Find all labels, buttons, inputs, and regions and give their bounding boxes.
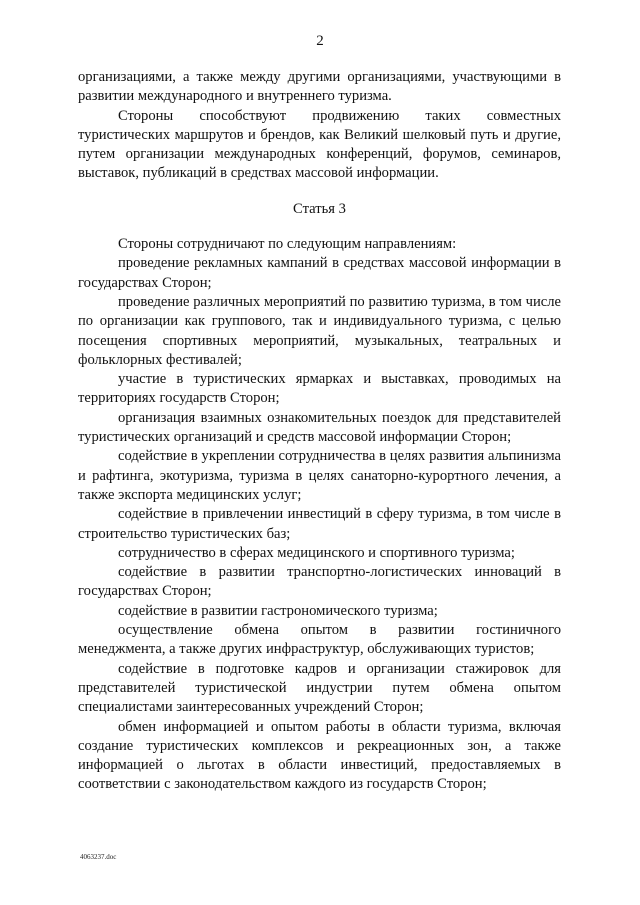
list-item-familiarization-trips: организация взаимных ознакомительных поездок для представителей туристических организаций и средств массовой информации Сторон; [78, 409, 561, 446]
list-item-fairs: участие в туристических ярмарках и выставках, проводимых на территориях государств Сторон; [78, 371, 561, 407]
list-item-training: содействие в подготовке кадров и организации стажировок для представителей туристической индустрии путем обмена опытом специалистами заинтересованных учреждений Сторон; [78, 660, 561, 716]
list-item-logistics: содействие в развитии транспортно-логистических инноваций в государствах Сторон; [78, 564, 561, 600]
paragraph-continuation: организациями, а также между другими организациями, участвующими в развитии международного и внутреннего туризма. [78, 69, 561, 105]
list-item-medical-sports: сотрудничество в сферах медицинского и спортивного туризма; [118, 544, 515, 561]
document-footer: 4063237.doc [80, 853, 117, 861]
list-item-investment: содействие в привлечении инвестиций в сферу туризма, в том числе в строительство туристических баз; [78, 506, 561, 542]
paragraph-intro: Стороны сотрудничают по следующим направлениям: [118, 236, 457, 253]
list-item-hotel-management: осуществление обмена опытом в развитии гостиничного менеджмента, а также других инфраструктур, обслуживающих туристов; [78, 622, 561, 658]
list-item-information-exchange: обмен информацией и опытом работы в области туризма, включая создание туристических комплексов и рекреационных зон, а также информацией о льготах в области инвестиций, предоставляемых в соответствии с законодательством каждого из государств Сторон; [78, 718, 561, 793]
document-body [78, 68, 561, 795]
list-item-mountaineering: содействие в укреплении сотрудничества в целях развития альпинизма и рафтинга, экотуризма, туризма в целях санаторно-курортного лечения, а также экспорта медицинских услуг; [78, 448, 561, 503]
article-title: Статья 3 [293, 200, 346, 217]
page-number: 2 [316, 33, 324, 49]
list-item-gastronomy: содействие в развитии гастрономического туризма; [118, 602, 438, 619]
list-item-advertising: проведение рекламных кампаний в средствах массовой информации в государствах Сторон; [78, 255, 561, 291]
paragraph-promotion: Стороны способствуют продвижению таких совместных туристических маршрутов и брендов, как Великий шелковый путь и другие, путем организации международных конференций, форумов, семинаров, выставок, публикаций в средствах массовой информации. [78, 107, 561, 182]
list-item-events: проведение различных мероприятий по развитию туризма, в том числе по организации как группового, так и индивидуального туризма, с целью посещения спортивных мероприятий, музыкальных, театральных и фольклорных фестивалей; [78, 293, 561, 368]
